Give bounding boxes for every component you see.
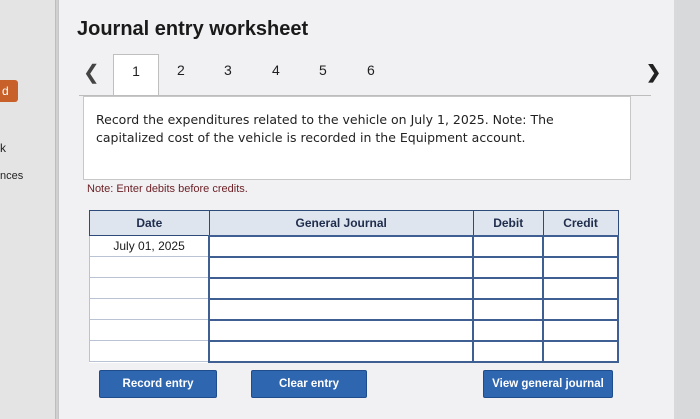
clear-entry-button[interactable]: Clear entry — [251, 370, 367, 398]
date-cell[interactable] — [90, 278, 210, 299]
account-input[interactable] — [209, 299, 473, 320]
debit-input[interactable] — [473, 278, 543, 299]
account-input[interactable] — [209, 341, 473, 362]
date-cell[interactable] — [90, 257, 210, 278]
debit-input[interactable] — [473, 320, 543, 341]
table-row — [90, 257, 619, 278]
journal-table — [89, 210, 619, 363]
credit-input[interactable] — [543, 299, 618, 320]
credit-input[interactable] — [543, 341, 618, 362]
chevron-left-icon[interactable]: ❮ — [83, 62, 100, 84]
header-date: Date — [90, 211, 210, 236]
tab-2[interactable]: 2 — [177, 62, 185, 78]
date-cell[interactable] — [90, 320, 210, 341]
page-title: Journal entry worksheet — [77, 18, 309, 40]
table-row — [90, 320, 619, 341]
header-credit: Credit — [543, 211, 618, 236]
tab-6[interactable]: 6 — [367, 62, 375, 78]
table-row — [90, 341, 619, 362]
date-cell[interactable]: July 01, 2025 — [90, 236, 210, 257]
tab-bar — [79, 54, 662, 94]
tab-3[interactable]: 3 — [224, 62, 232, 78]
account-input[interactable] — [209, 320, 473, 341]
view-general-journal-button[interactable]: View general journal — [483, 370, 613, 398]
account-input[interactable] — [209, 278, 473, 299]
sidebar-item-k[interactable]: k — [0, 141, 6, 155]
chevron-right-icon[interactable]: ❯ — [646, 62, 662, 82]
credit-input[interactable] — [543, 236, 618, 257]
sidebar-item-nces[interactable]: nces — [0, 170, 24, 182]
debit-input[interactable] — [473, 299, 543, 320]
credit-input[interactable] — [543, 257, 618, 278]
tab-5[interactable]: 5 — [319, 62, 327, 78]
table-row — [90, 278, 619, 299]
header-debit: Debit — [473, 211, 543, 236]
debit-input[interactable] — [473, 236, 543, 257]
table-row — [90, 236, 619, 257]
table-row — [90, 299, 619, 320]
worksheet-panel — [58, 0, 674, 419]
left-sidebar — [0, 0, 56, 419]
header-general-journal: General Journal — [209, 211, 473, 236]
date-cell[interactable] — [90, 341, 210, 362]
debit-input[interactable] — [473, 341, 543, 362]
tab-1[interactable]: 1 — [113, 54, 159, 96]
account-input[interactable] — [209, 257, 473, 278]
credit-input[interactable] — [543, 278, 618, 299]
right-margin — [674, 0, 700, 419]
instructions-box — [83, 96, 631, 180]
table-header-row — [90, 211, 619, 236]
credit-input[interactable] — [543, 320, 618, 341]
tab-4[interactable]: 4 — [272, 62, 280, 78]
sidebar-item-d[interactable]: d — [0, 80, 18, 102]
record-entry-button[interactable]: Record entry — [99, 370, 217, 398]
date-cell[interactable] — [90, 299, 210, 320]
debit-input[interactable] — [473, 257, 543, 278]
debit-credit-note: Note: Enter debits before credits. — [87, 183, 248, 195]
instructions-text: Record the expenditures related to the vehicle on July 1, 2025. Note: The capitalized cost of the vehicle is recorded in the Equipment account. — [96, 112, 554, 145]
account-input[interactable] — [209, 236, 473, 257]
